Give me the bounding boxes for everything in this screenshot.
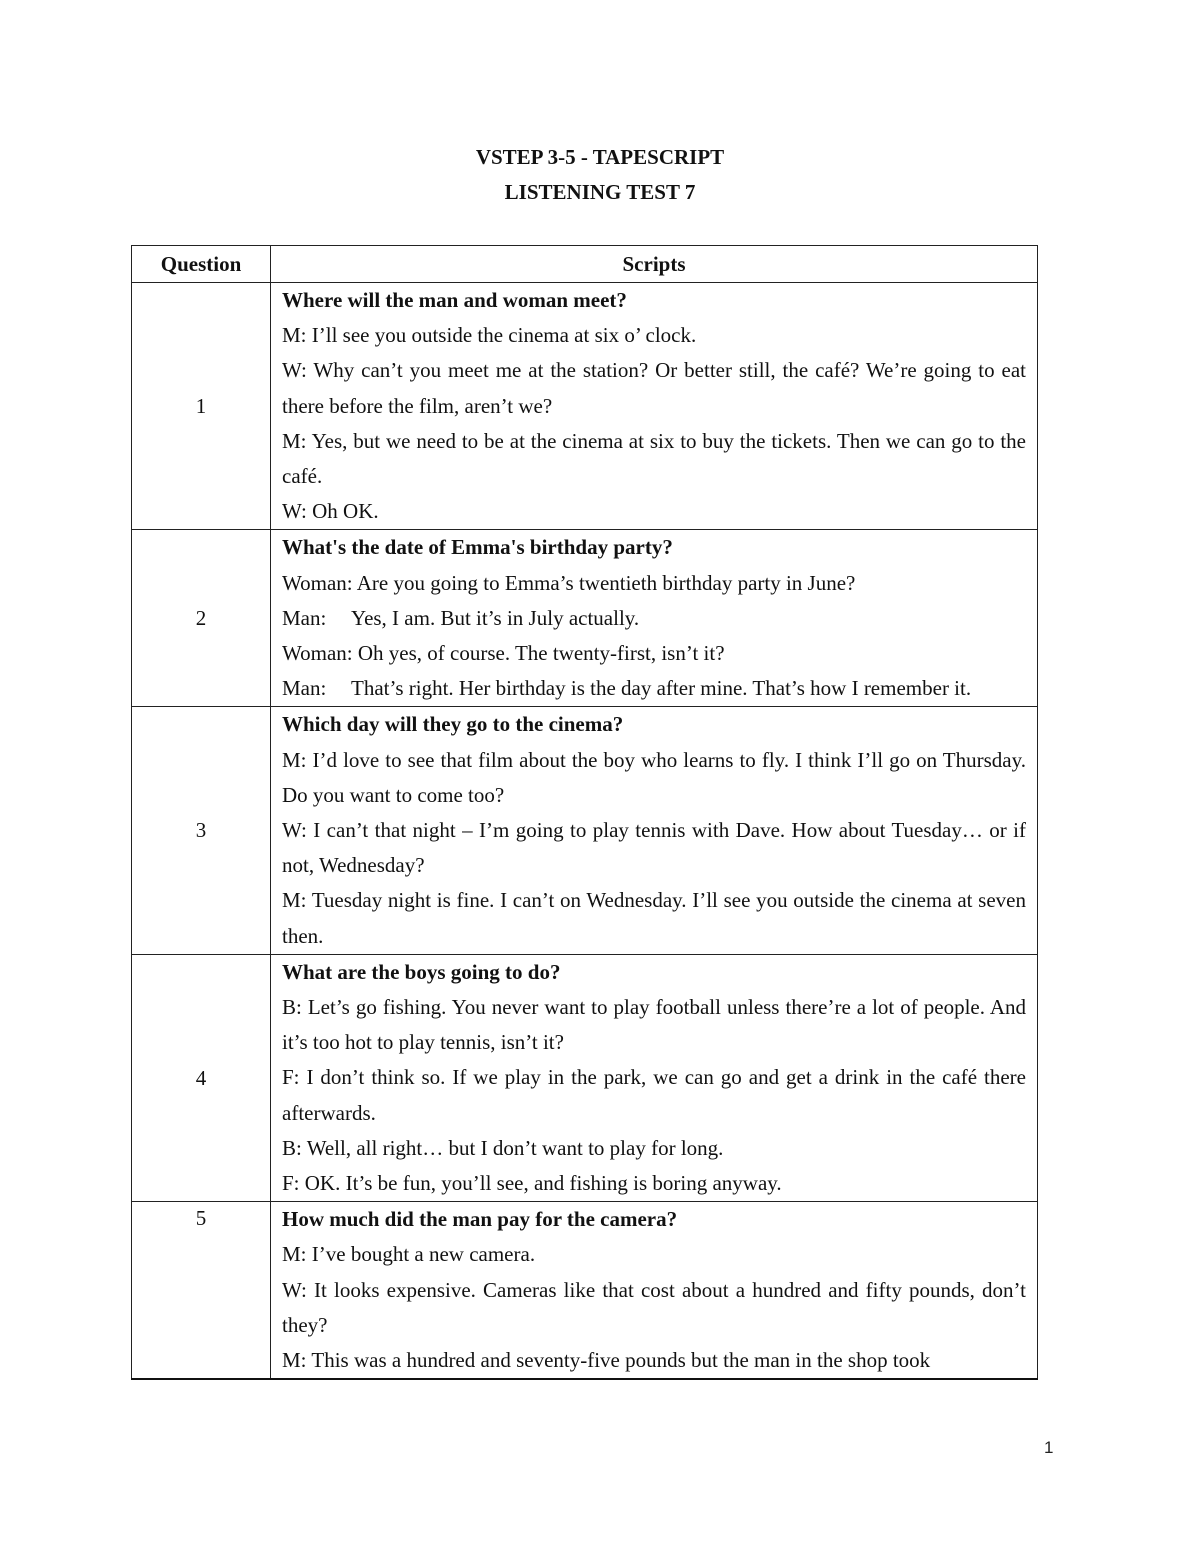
speaker-label: Man:	[282, 605, 327, 630]
script-line: M: I’ve bought a new camera.	[282, 1242, 536, 1267]
question-text: Which day will they go to the cinema?	[282, 712, 624, 737]
question-text: Where will the man and woman meet?	[282, 288, 627, 312]
script-cell	[271, 283, 1038, 530]
script-line: F: OK. It’s be fun, you’ll see, and fishing is boring anyway.	[282, 1171, 782, 1196]
column-header-scripts: Scripts	[271, 246, 1038, 283]
table-header-row	[132, 246, 1038, 283]
question-text: What are the boys going to do?	[282, 959, 561, 984]
column-header-question: Question	[132, 246, 271, 283]
script-line: Woman: Are you going to Emma’s twentieth birthday party in June?	[282, 570, 856, 595]
question-number: 2	[132, 530, 271, 707]
question-number: 3	[132, 707, 271, 954]
script-cell	[271, 530, 1038, 707]
script-cell	[271, 1202, 1038, 1380]
dialogue-line	[282, 601, 1026, 636]
table-row	[132, 1202, 1038, 1380]
script-line: W: I can’t that night – I’m going to play tennis with Dave. How about Tuesday… or if not, Wednesday?	[282, 818, 1026, 878]
script-line: W: Why can’t you meet me at the station? Or better still, the café? We’re going to eat there before the film, aren’t we?	[282, 358, 1026, 418]
document-subtitle: LISTENING TEST 7	[504, 180, 696, 204]
script-line: M: I’d love to see that film about the boy who learns to fly. I think I’ll go on Thursday. Do you want to come too?	[282, 747, 1026, 807]
table-row	[132, 707, 1038, 954]
speaker-label: Man:	[282, 676, 327, 701]
table-row	[132, 530, 1038, 707]
table-row	[132, 954, 1038, 1201]
script-line: W: It looks expensive. Cameras like that cost about a hundred and fifty pounds, don’t they?	[282, 1277, 1026, 1337]
script-line: W: Oh OK.	[282, 499, 379, 524]
page-number: 1	[1044, 1438, 1054, 1457]
utterance: That’s right. Her birthday is the day after mine. That’s how I remember it.	[351, 676, 972, 701]
document-title: VSTEP 3-5 - TAPESCRIPT	[475, 145, 725, 169]
question-text: What's the date of Emma's birthday party?	[282, 535, 673, 560]
script-line: B: Let’s go fishing. You never want to play football unless there’re a lot of people. And it’s too hot to play tennis, isn’t it?	[282, 995, 1026, 1055]
question-number: 5	[132, 1202, 271, 1380]
script-cell	[271, 707, 1038, 954]
question-text: How much did the man pay for the camera?	[282, 1207, 678, 1232]
script-line: Woman: Oh yes, of course. The twenty-first, isn’t it?	[282, 641, 725, 666]
title-block	[0, 140, 1200, 210]
question-number: 1	[132, 283, 271, 530]
script-line: F: I don’t think so. If we play in the park, we can go and get a drink in the café there afterwards.	[282, 1065, 1026, 1125]
dialogue-line	[282, 671, 1026, 706]
script-line: M: Yes, but we need to be at the cinema at six to buy the tickets. Then we can go to the café.	[282, 428, 1026, 489]
script-line: M: I’ll see you outside the cinema at six o’ clock.	[282, 323, 697, 348]
script-line: M: Tuesday night is fine. I can’t on Wednesday. I’ll see you outside the cinema at seven then.	[282, 888, 1026, 948]
script-line: M: This was a hundred and seventy-five pounds but the man in the shop took	[282, 1348, 931, 1373]
question-number: 4	[132, 954, 271, 1201]
tapescript-table	[131, 245, 1038, 1380]
utterance: Yes, I am. But it’s in July actually.	[351, 605, 640, 630]
script-cell	[271, 954, 1038, 1201]
script-line: B: Well, all right… but I don’t want to play for long.	[282, 1135, 724, 1160]
table-row	[132, 283, 1038, 530]
